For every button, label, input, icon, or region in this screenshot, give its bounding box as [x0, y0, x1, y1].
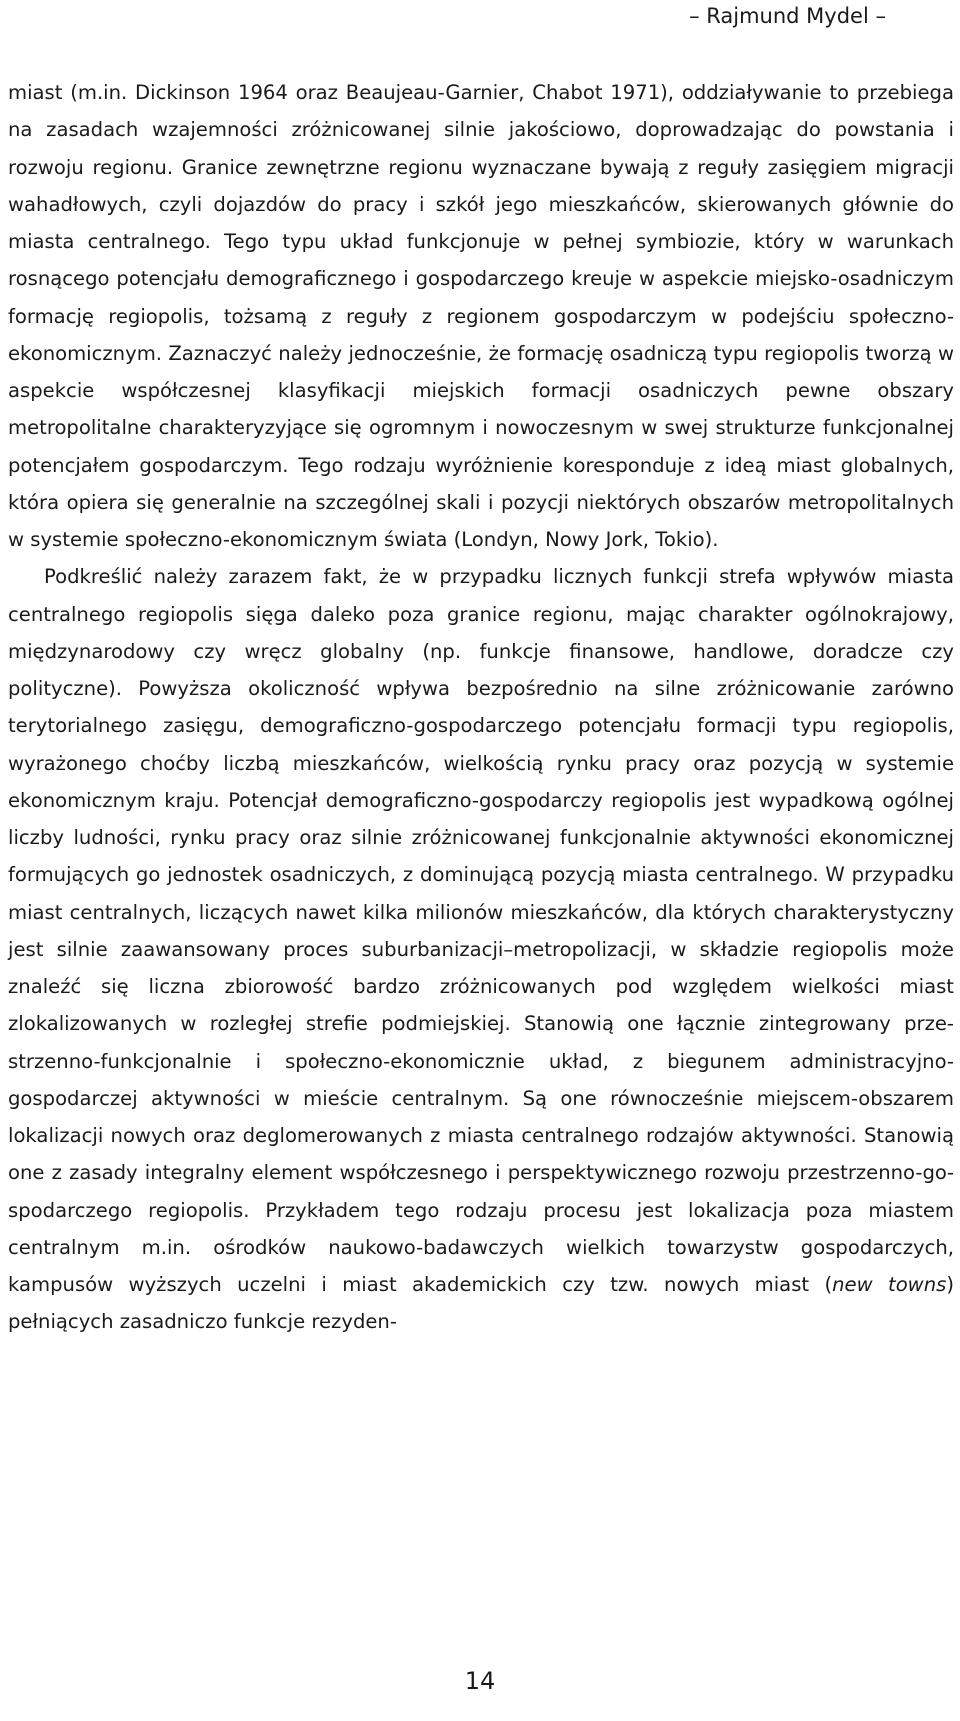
- italic-term: new towns: [832, 1273, 947, 1296]
- paragraph: miast (m.in. Dickinson 1964 oraz Beaujeau-Garnier, Chabot 1971), oddziaływanie to przebiega na zasadach wzajemności zróżnicowanej silnie jakościowo, doprowadzając do powstania i rozwoju regionu. Granice zewnętrzne regionu wyznaczane bywają z reguły zasięgiem migracji wahadłowych, czyli dojazdów do pracy i szkół jego mieszkańców, skierowanych głównie do miasta centralnego. Tego typu układ funkcjonuje w pełnej symbiozie, który w warunkach rosnącego potencjału demograficznego i gospodarczego kreuje w aspekcie miejsko-osadniczym formację regiopolis, tożsamą z reguły z regionem gospodarczym w podejściu społeczno-ekonomicznym. Zaznaczyć należy jednocześnie, że formację osadniczą typu regiopolis tworzą w aspekcie współczesnej klasyfikacji miejskich formacji osadniczych pewne obszary metropolitalne charakteryzyjące się ogromnym i nowoczesnym w swej strukturze funkcjonalnej potencjałem gospodarczym. Tego rodzaju wyróżnienie koresponduje z ideą miast globalnych, która opiera się generalnie na szczególnej skali i pozycji niektórych obszarów metropolitalnych w systemie społeczno-ekonomicznym świata (Londyn, Nowy Jork, Tokio).: [8, 81, 954, 551]
- body-text: [8, 74, 954, 1341]
- paragraph-text: Podkreślić należy zarazem fakt, że w przypadku licznych funkcji strefa wpływów miasta centralnego regiopolis sięga daleko poza granice regionu, mając charakter ogólnokrajowy, międzynarodowy czy wręcz globalny (np. funkcje finansowe, handlowe, doradcze czy polityczne). Powyższa okoliczność wpływa bezpośrednio na silne zróżnicowanie zarówno terytorialnego zasięgu, demograficzno-gospodarczego potencjału formacji typu regiopolis, wyrażonego choćby liczbą mieszkańców, wielkością rynku pracy oraz pozycją w systemie ekonomicznym kraju. Potencjał demograficzno-gospodarczy regiopolis jest wypadkową ogólnej liczby ludności, rynku pracy oraz silnie zróżnicowanej funkcjonalnie aktywności ekonomicznej formujących go jednostek osadniczych, z dominującą pozycją miasta centralnego. W przypadku miast centralnych, liczących nawet kilka milionów mieszkańców, dla których charakterystyczny jest silnie zaawansowany proces suburbanizacji–metropolizacji, w składzie regiopolis może znaleźć się liczna zbiorowość bardzo zróżnicowanych pod względem wielkości miast zlokalizowanych w rozległej strefie podmiejskiej. Stanowią one łącznie zintegrowany przestrzenno-funkcjonalnie i społeczno-ekonomicznie układ, z biegunem administracyjno-gospodarczej aktywności w mieście centralnym. Są one równocześnie miejscem-obszarem lokalizacji nowych oraz deglomerowanych z miasta centralnego rodzajów aktywności. Stanowią one z zasady integralny element współczesnego i perspektywicznego rozwoju przestrzenno-gospodarczego regiopolis. Przykładem tego rodzaju procesu jest lokalizacja poza miastem centralnym m.in. ośrodków naukowo-badawczych wielkich towarzystw gospodarczych, kampusów wyższych uczelni i miast akademickich czy tzw. nowych miast (: [8, 565, 954, 1296]
- paragraph-text: ) pełniących zasadniczo funkcje rezyden-: [8, 1273, 954, 1334]
- paragraph: [8, 558, 954, 1340]
- page-number: 14: [464, 1667, 496, 1695]
- running-header: – Rajmund Mydel –: [689, 4, 886, 28]
